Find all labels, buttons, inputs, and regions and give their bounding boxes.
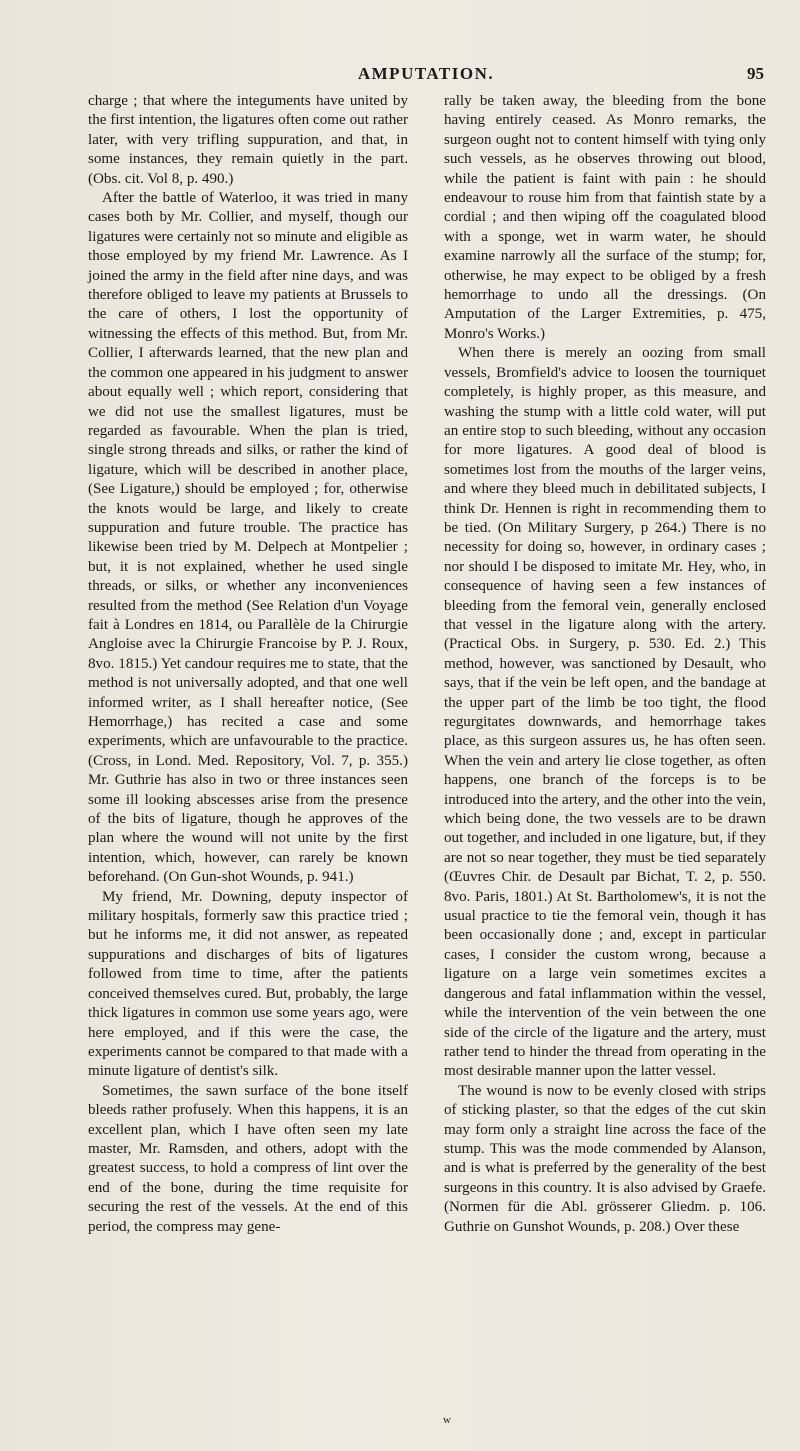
running-head [88,64,764,88]
paragraph: rally be taken away, the bleeding from the bone having entirely ceased. As Monro remarks, the surgeon ought not to content himself with tying only such vessels, as he observes throwing out blood, while the patient is faint with pain : he should endeavour to rouse him from that faintish state by a cordial ; and then wiping off the coagulated blood with a sponge, wet in warm water, he should examine narrowly all the surface of the stump; for, otherwise, he may expect to be obliged by a fresh hemorrhage to undo all the dressings. (On Amputation of the Larger Extremities, p. 475, Monro's Works.) [444,93,766,342]
page-number: 95 [747,64,764,83]
right-column [444,92,766,1237]
signature-mark: w [443,1414,451,1426]
left-column [88,92,408,1237]
paragraph: charge ; that where the integuments have united by the first intention, the ligatures often come out rather later, with very trifling suppuration, and that, in some instances, they remain quietly in the part. (Obs. cit. Vol 8, p. 490.) [88,93,408,187]
paragraph: When there is merely an oozing from small vessels, Bromfield's advice to loosen the tourniquet completely, is highly proper, as this measure, and washing the stump with a little cold water, will put an entire stop to such bleeding, without any occasion for more ligatures. A good deal of blood is sometimes lost from the mouths of the larger veins, and where they bleed much in debilitated subjects, I think Dr. Hennen is right in recommending them to be tied. (On Military Surgery, p 264.) There is no necessity for doing so, however, in ordinary cases ; nor should I be disposed to imitate Mr. Hey, who, in consequence of having seen a few instances of bleeding from the femoral vein, generally enclosed that vessel in the ligature along with the artery. (Practical Obs. in Surgery, p. 530. Ed. 2.) This method, however, was sanctioned by Desault, who says, that if the vein be left open, and the bandage at the upper part of the limb be too tight, the flood regurgitates downwards, and hemorrhage takes place, as this surgeon assures us, he has often seen. When the vein and artery lie close together, as often happens, one branch of the forceps is to be introduced into the artery, and the other into the vein, which being done, the two vessels are to be drawn out together, and included in one ligature, but, if they are not so near together, they must be tied separately (Œuvres Chir. de Desault par Bichat, T. 2, p. 550. 8vo. Paris, 1801.) At St. Bartholomew's, it is not the usual practice to tie the femoral vein, though it has been occasionally done ; and, except in particular cases, I consider the custom wrong, because a ligature on a large vein sometimes excites a dangerous and fatal inflammation within the vessel, while the intervention of the vein between the one side of the circle of the ligature and the artery, must rather tend to hinder the thread from operating in the most desirable manner upon the latter vessel. [444,345,766,1080]
paragraph: After the battle of Waterloo, it was tried in many cases both by Mr. Collier, and myself, though our ligatures were certainly not so minute and eligible as those employed by my friend Mr. Lawrence. As I joined the army in the field after nine days, and was therefore obliged to leave my patients at Brussels to the care of others, I lost the opportunity of witnessing the effects of this method. But, from Mr. Collier, I afterwards learned, that the new plan and the common one appeared in his judgment to answer about equally well ; which report, considering that we did not use the smallest ligatures, must be regarded as favourable. When the plan is tried, single strong threads and silks, or rather the kind of ligature, which will be described in another place, (See Ligature,) should be employed ; for, otherwise the knots would be large, and likely to create suppuration and future trouble. The practice has likewise been tried by M. Delpech at Montpelier ; but, it is not explained, whether he used single threads, or silks, or whether any inconveniences resulted from the method (See Relation d'un Voyage fait à Londres en 1814, ou Parallèle de la Chirurgie Angloise avec la Chirurgie Francoise by P. J. Roux, 8vo. 1815.) Yet candour requires me to state, that the method is not universally adopted, and that one well informed writer, as I shall hereafter notice, (See Hemorrhage,) has recited a case and some experiments, which are unfavourable to the practice. (Cross, in Lond. Med. Repository, Vol. 7, p. 355.) Mr. Guthrie has also in two or three instances seen some ill looking abscesses arise from the presence of the bits of ligature, though he approves of the plan where the wound will not unite by the first intention, which, however, can rarely be known beforehand. (On Gun-shot Wounds, p. 941.) [88,190,408,886]
paragraph: The wound is now to be evenly closed with strips of sticking plaster, so that the edges of the cut skin may form only a straight line across the face of the stump. This was the mode commended by Alanson, and is what is preferred by the generality of the best surgeons in this country. It is also advised by Graefe. (Normen für die Abl. grösserer Gliedm. p. 106. Guthrie on Gunshot Wounds, p. 208.) Over these [444,1082,766,1235]
running-title: AMPUTATION. [357,64,495,83]
paragraph: Sometimes, the sawn surface of the bone itself bleeds rather profusely. When this happens, it is an excellent plan, which I have often seen my late master, Mr. Ramsden, and others, adopt with the greatest success, to hold a compress of lint over the end of the bone, during the time requisite for securing the rest of the vessels. At the end of this period, the compress may gene- [88,1082,408,1235]
paragraph: My friend, Mr. Downing, deputy inspector of military hospitals, formerly saw this practice tried ; but he informs me, it did not answer, as repeated suppurations and discharges of bits of ligatures followed from time to time, after the patients conceived themselves cured. But, probably, the large thick ligatures in common use some years ago, were here employed, and if this were the case, the experiments cannot be compared to that made with a minute ligature of dentist's silk. [88,888,408,1080]
